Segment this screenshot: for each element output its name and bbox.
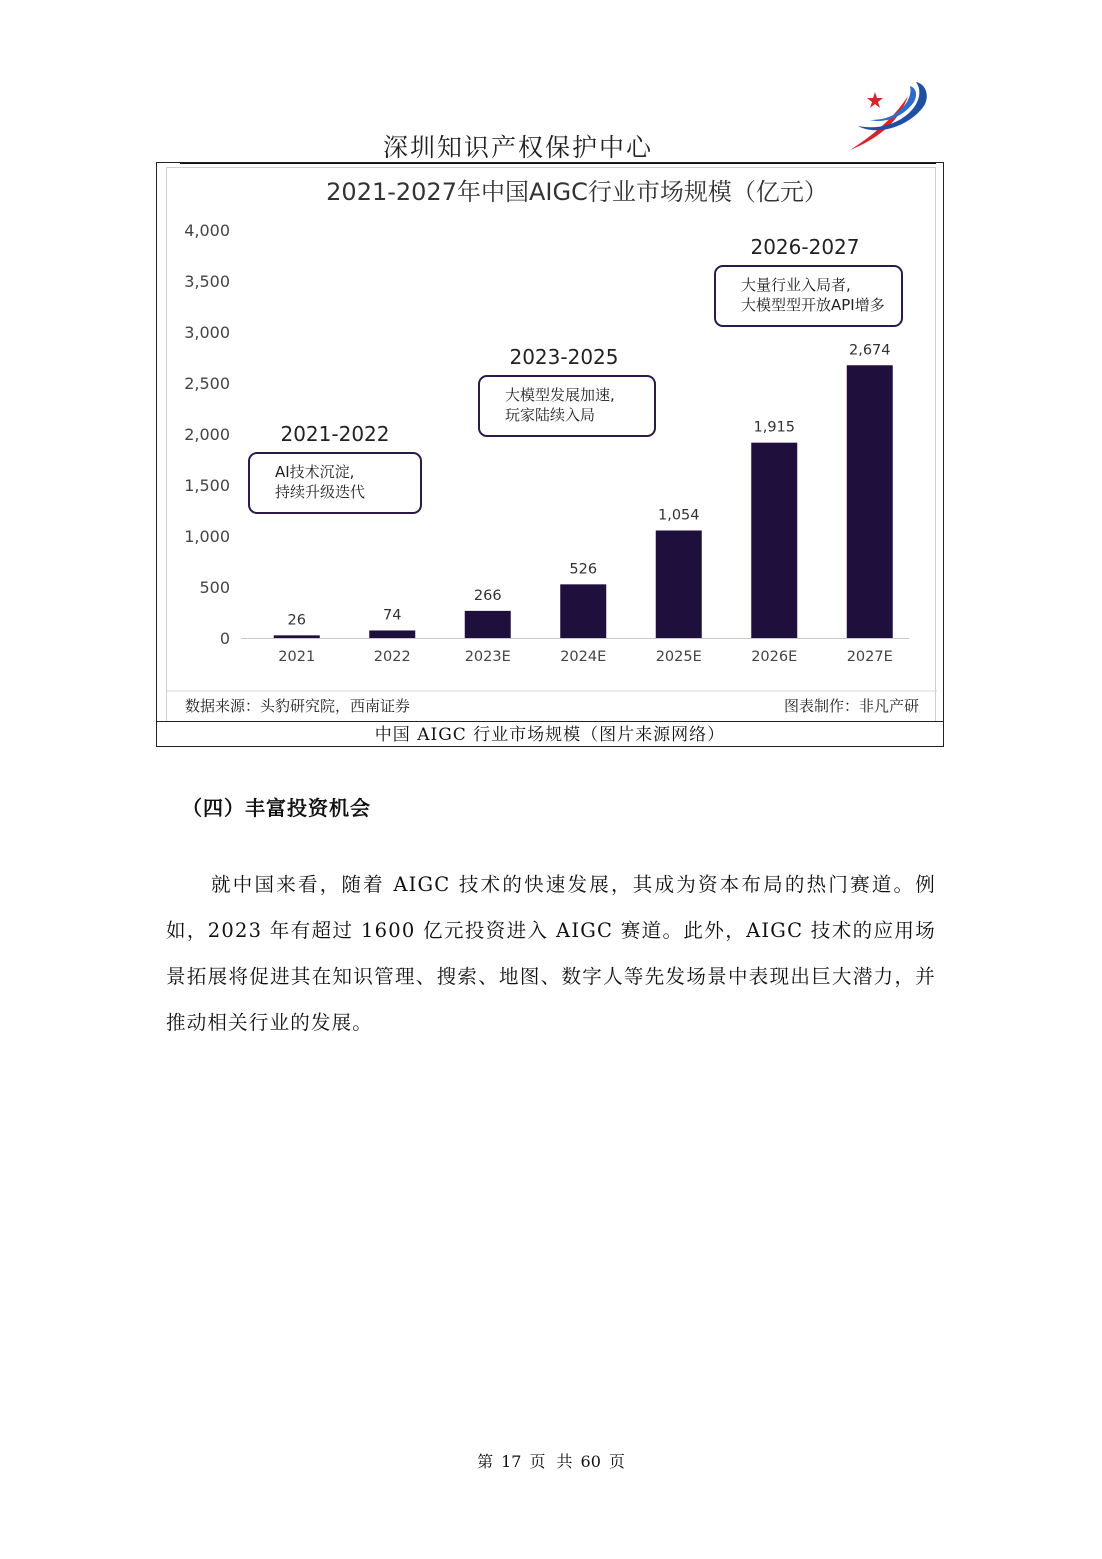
bar bbox=[560, 584, 606, 638]
footer-prefix: 第 bbox=[477, 1452, 494, 1471]
bar bbox=[274, 635, 320, 638]
header-title: 深圳知识产权保护中心 bbox=[382, 133, 653, 162]
chart-frame bbox=[166, 167, 936, 722]
organization-logo bbox=[842, 76, 934, 154]
bar bbox=[751, 443, 797, 638]
x-tick-label: 2023E bbox=[464, 649, 511, 665]
y-tick-label: 2,500 bbox=[184, 374, 230, 393]
y-tick-label: 2,000 bbox=[184, 425, 230, 444]
y-tick-label: 1,000 bbox=[184, 527, 230, 546]
footer-page-number: 17 bbox=[501, 1452, 522, 1471]
annotation-period: 2023-2025 bbox=[509, 345, 619, 369]
bar bbox=[847, 365, 893, 638]
bar-value-label: 2,674 bbox=[848, 342, 891, 359]
y-tick-label: 500 bbox=[199, 578, 230, 597]
chart-title: 2021-2027年中国AIGC行业市场规模（亿元） bbox=[326, 178, 828, 206]
bar-value-label: 1,054 bbox=[657, 507, 700, 524]
page-footer bbox=[0, 1449, 1102, 1472]
paragraph-text: 就中国来看，随着 AIGC 技术的快速发展，其成为资本布局的热门赛道。例如，2023 年有超过 1600 亿元投资进入 AIGC 赛道。此外，AIGC 技术的应用场景拓展将促进其在知识管理、搜索、地图、数字人等先发场景中表现出巨大潜力，并推动相关行业的发展。 bbox=[166, 873, 936, 1034]
footer-total-pages: 60 bbox=[580, 1452, 601, 1471]
annotation-text: AI技术沉淀, bbox=[275, 463, 355, 481]
bar bbox=[656, 530, 702, 638]
bar-chart bbox=[167, 168, 937, 723]
bar-value-label: 266 bbox=[473, 587, 502, 604]
section-heading: （四）丰富投资机会 bbox=[182, 796, 371, 820]
bar bbox=[369, 630, 415, 638]
bar-value-label: 26 bbox=[287, 612, 306, 629]
chart-image bbox=[166, 167, 936, 883]
footer-suffix: 页 bbox=[608, 1452, 625, 1471]
figure-caption: 中国 AIGC 行业市场规模（图片来源网络） bbox=[157, 721, 943, 748]
annotation-text: 大量行业入局者, bbox=[741, 276, 851, 294]
bar-value-label: 74 bbox=[383, 607, 402, 624]
y-tick-label: 0 bbox=[219, 629, 230, 648]
bar bbox=[465, 611, 511, 638]
annotation-period: 2021-2022 bbox=[280, 422, 390, 446]
x-tick-label: 2024E bbox=[560, 649, 607, 665]
x-tick-label: 2027E bbox=[846, 649, 893, 665]
annotation-text: 玩家陆续入局 bbox=[505, 406, 596, 424]
y-tick-label: 4,000 bbox=[184, 221, 230, 240]
bar-value-label: 1,915 bbox=[753, 419, 796, 436]
figure-box bbox=[156, 162, 944, 747]
annotation-text: 大模型发展加速, bbox=[505, 386, 615, 404]
x-tick-label: 2022 bbox=[373, 649, 411, 665]
body-paragraph bbox=[166, 862, 936, 1046]
source-note: 数据来源：头豹研究院，西南证券 bbox=[185, 697, 411, 715]
annotation-period: 2026-2027 bbox=[750, 235, 860, 259]
y-tick-label: 3,500 bbox=[184, 272, 230, 291]
y-tick-label: 1,500 bbox=[184, 476, 230, 495]
annotation-text: 大模型型开放API增多 bbox=[741, 296, 885, 314]
x-tick-label: 2025E bbox=[655, 649, 702, 665]
x-tick-label: 2026E bbox=[751, 649, 798, 665]
x-tick-label: 2021 bbox=[278, 649, 316, 665]
bar-value-label: 526 bbox=[569, 561, 598, 578]
annotation-text: 持续升级迭代 bbox=[275, 483, 366, 501]
y-tick-label: 3,000 bbox=[184, 323, 230, 342]
credit-note: 图表制作：非凡产研 bbox=[783, 697, 919, 715]
footer-middle: 页 共 bbox=[529, 1452, 573, 1471]
